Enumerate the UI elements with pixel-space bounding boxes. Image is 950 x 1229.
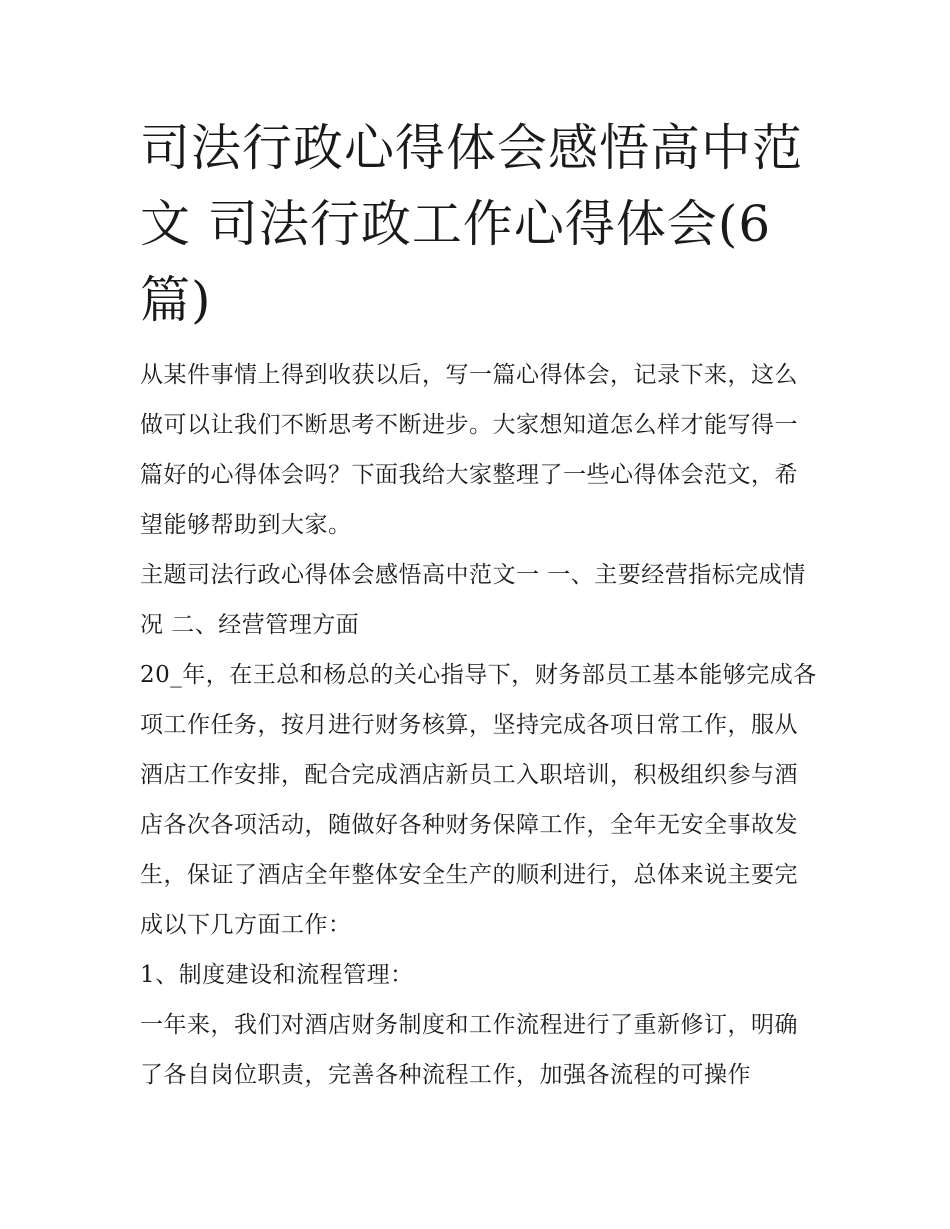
document-title: 司法行政心得体会感悟高中范文 司法行政工作心得体会(6篇) (140, 119, 803, 329)
subheading-paragraph: 1、制度建设和流程管理： (140, 962, 414, 988)
body-paragraph: 20_年，在王总和杨总的关心指导下，财务部员工基本能够完成各项工作任务，按月进行财务核算，坚持完成各项日常工作，服从酒店工作安排，配合完成酒店新员工入职培训，积极组织参与酒店各次各项活动，随做好各种财务保障工作，全年无安全事故发生，保证了酒店全年整体安全生产的顺利进行，总体来说主要完成以下几方面工作： (140, 662, 817, 938)
body-paragraph: 一年来，我们对酒店财务制度和工作流程进行了重新修订，明确了各自岗位职责，完善各种流程工作，加强各流程的可操作 (140, 1012, 798, 1088)
document-page (140, 110, 820, 1100)
section-heading-paragraph: 主题司法行政心得体会感悟高中范文一 一、主要经营指标完成情况 二、经营管理方面 (140, 562, 806, 638)
intro-paragraph: 从某件事情上得到收获以后，写一篇心得体会，记录下来，这么做可以让我们不断思考不断进步。大家想知道怎么样才能写得一篇好的心得体会吗？下面我给大家整理了一些心得体会范文，希望能够帮助到大家。 (140, 362, 798, 538)
